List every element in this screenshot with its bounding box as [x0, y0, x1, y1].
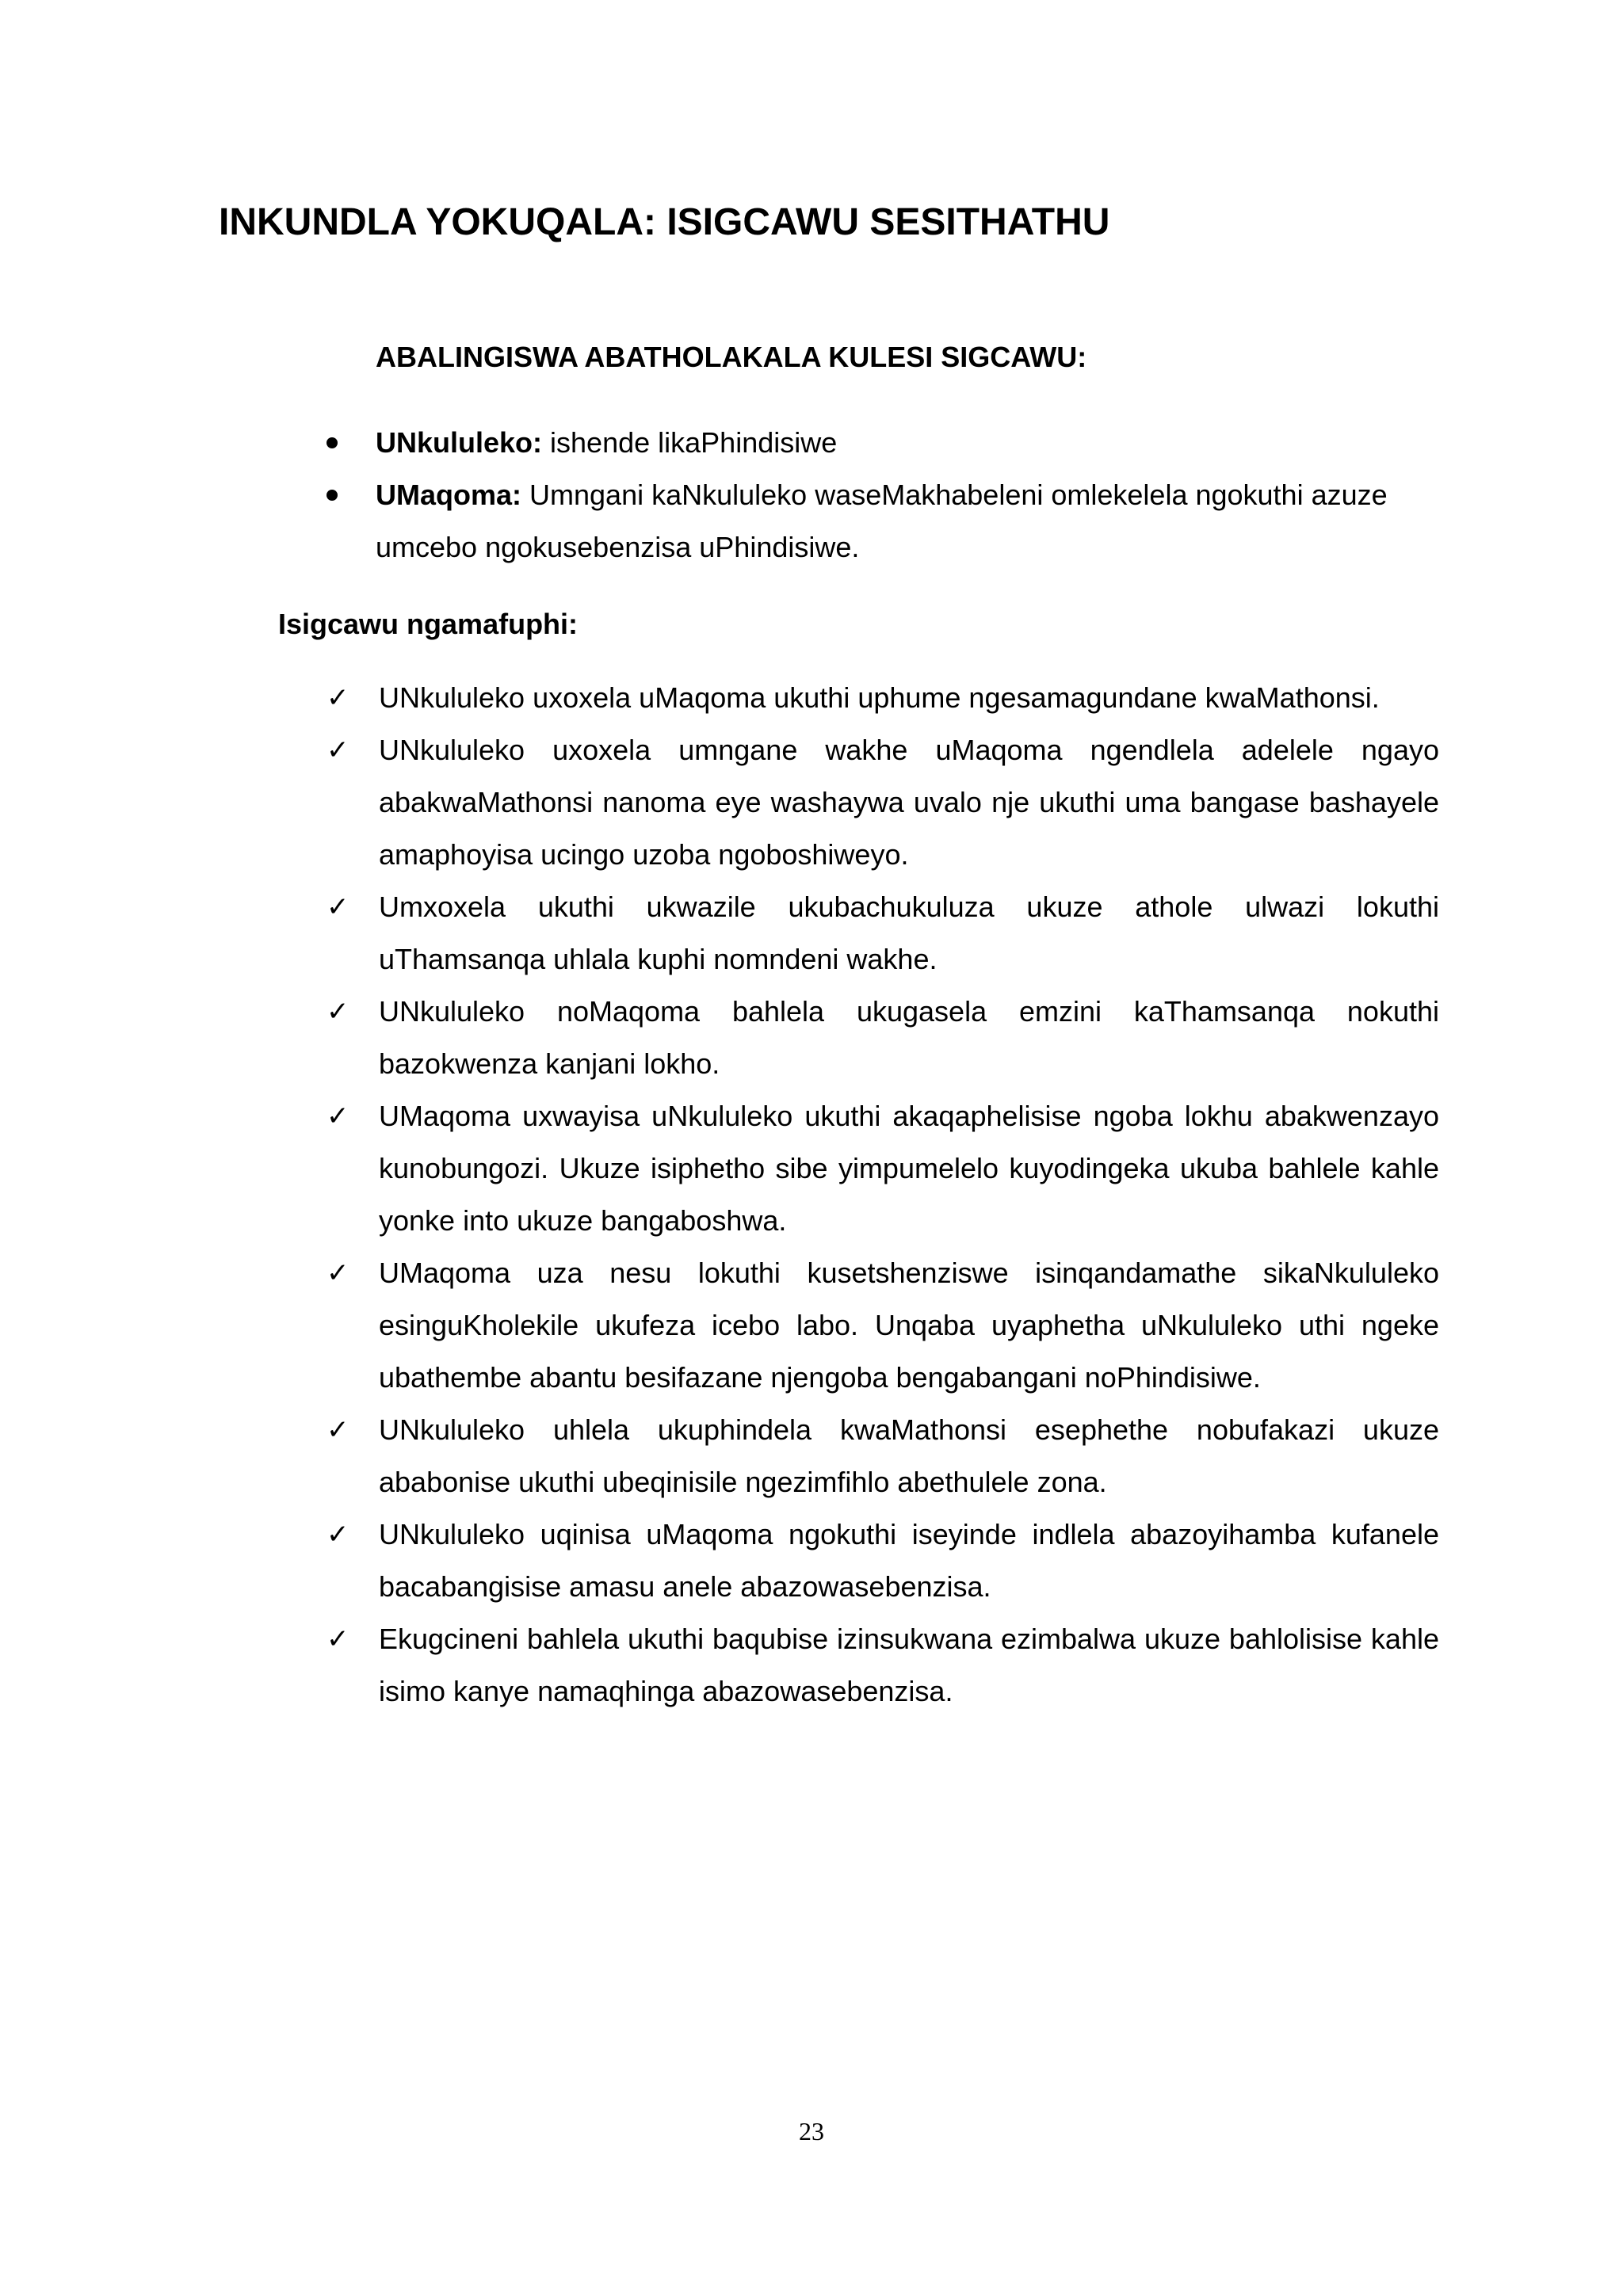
- list-item: [376, 469, 1438, 574]
- list-item: [327, 1404, 1439, 1508]
- list-item: [327, 1090, 1439, 1247]
- checkmark-icon: ✓: [327, 1623, 349, 1655]
- page-title: INKUNDLA YOKUQALA: ISIGCAWU SESITHATHU: [219, 201, 1110, 243]
- summary-text: Ekugcineni bahlela ukuthi baqubise izinsukwana ezimbalwa ukuze bahlolisise kahle isimo kanye namaqhinga abazowasebenzisa.: [379, 1623, 1439, 1707]
- checkmark-icon: ✓: [327, 682, 349, 714]
- character-description: ishende likaPhindisiwe: [542, 426, 838, 459]
- summary-text: Umxoxela ukuthi ukwazile ukubachukuluza ukuze athole ulwazi lokuthi uThamsanqa uhlala kuphi nomndeni wakhe.: [379, 891, 1439, 975]
- bullet-icon: [327, 490, 338, 501]
- summary-text: UNkululeko uxoxela uMaqoma ukuthi uphume ngesamagundane kwaMathonsi.: [379, 681, 1380, 714]
- checkmark-icon: ✓: [327, 891, 349, 923]
- summary-text: UMaqoma uxwayisa uNkululeko ukuthi akaqaphelisise ngoba lokhu abakwenzayo kunobungozi. Ukuze isiphetho sibe yimpumelelo kuyodingeka ukuba bahlele kahle yonke into ukuze bangaboshwa.: [379, 1100, 1439, 1237]
- character-description: Umngani kaNkululeko waseMakhabeleni omlekelela ngokuthi azuze umcebo ngokusebenzisa uPhindisiwe.: [376, 479, 1388, 563]
- checkmark-icon: ✓: [327, 734, 349, 766]
- character-name: UMaqoma:: [376, 479, 522, 511]
- summary-text: UNkululeko uqinisa uMaqoma ngokuthi iseyinde indlela abazoyihamba kufanele bacabangisise amasu anele abazowasebenzisa.: [379, 1518, 1439, 1603]
- character-name: UNkululeko:: [376, 426, 543, 459]
- checkmark-icon: ✓: [327, 996, 349, 1028]
- characters-heading: ABALINGISWA ABATHOLAKALA KULESI SIGCAWU:: [376, 341, 1087, 373]
- characters-list: [376, 417, 1438, 574]
- list-item: [327, 724, 1439, 881]
- checkmark-icon: ✓: [327, 1100, 349, 1132]
- summary-heading: Isigcawu ngamafuphi:: [278, 608, 579, 640]
- summary-text: UMaqoma uza nesu lokuthi kusetshenziswe isinqandamathe sikaNkululeko esinguKholekile ukufeza icebo labo. Unqaba uyaphetha uNkululeko uthi ngeke ubathembe abantu besifazane njengoba bengabangani noPhindisiwe.: [379, 1257, 1439, 1394]
- summary-list: [327, 672, 1439, 1718]
- list-item: [376, 417, 1438, 469]
- summary-text: UNkululeko noMaqoma bahlela ukugasela emzini kaThamsanqa nokuthi bazokwenza kanjani lokho.: [379, 995, 1439, 1080]
- summary-text: UNkululeko uxoxela umngane wakhe uMaqoma ngendlela adelele ngayo abakwaMathonsi nanoma eye washaywa uvalo nje ukuthi uma bangase bashayele amaphoyisa ucingo uzoba ngoboshiweyo.: [379, 734, 1439, 871]
- list-item: [327, 672, 1439, 724]
- checkmark-icon: ✓: [327, 1414, 349, 1446]
- page-number: 23: [799, 2117, 824, 2145]
- list-item: [327, 1613, 1439, 1718]
- list-item: [327, 1508, 1439, 1613]
- checkmark-icon: ✓: [327, 1519, 349, 1550]
- list-item: [327, 881, 1439, 986]
- list-item: [327, 1247, 1439, 1404]
- checkmark-icon: ✓: [327, 1257, 349, 1289]
- list-item: [327, 986, 1439, 1090]
- bullet-icon: [327, 437, 338, 448]
- summary-text: UNkululeko uhlela ukuphindela kwaMathonsi esephethe nobufakazi ukuze ababonise ukuthi ubeqinisile ngezimfihlo abethulele zona.: [379, 1413, 1439, 1498]
